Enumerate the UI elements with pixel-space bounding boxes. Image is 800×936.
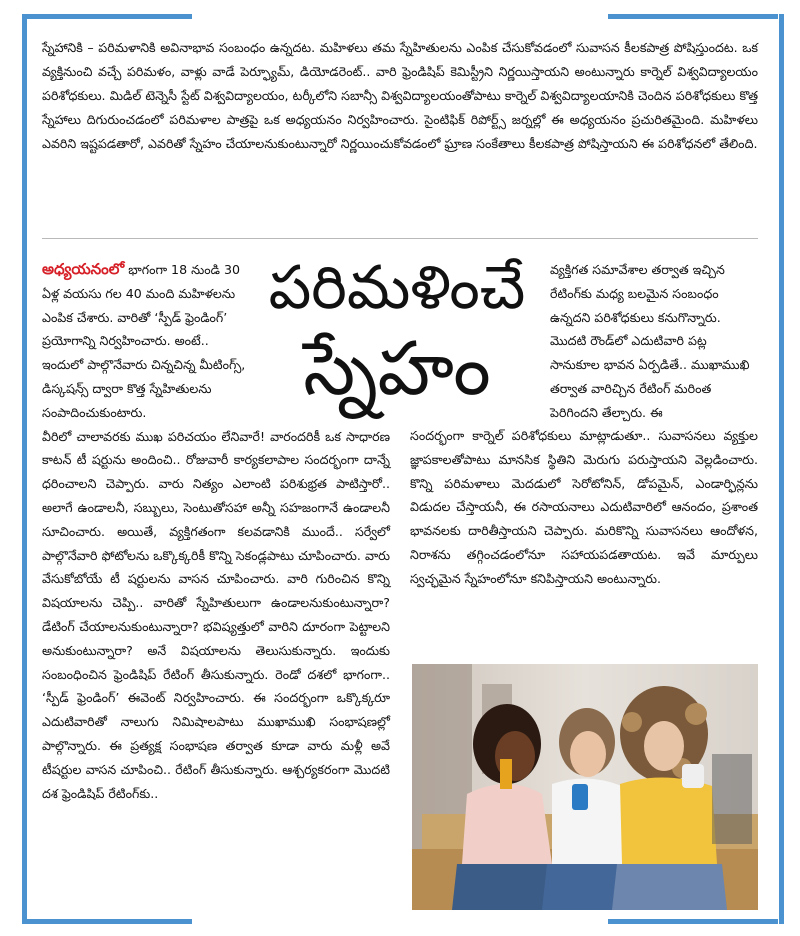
- lead-word: అధ్యయనంలో: [42, 260, 125, 278]
- right-column-body: సందర్భంగా కార్నెల్ పరిశోధకులు మాట్లాడుతూ.. సువాసనలు వ్యక్తుల జ్ఞాపకాలతోపాటు మానసిక స్థితిని మెరుగు పరుస్తాయని వెల్లడించారు. కొన్ని పరిమళాలు మెదడులో సెరోటోనిన్, డోపమైన్, ఎండార్ఫిన్లను విడుదల చేస్తాయనీ, ఈ రసాయనాలు ఎదుటివారిలో ఆనందం, ప్రశాంత భావనలకు దారితీస్తాయని చెప్పారు. మరికొన్ని సువాసనలు ఆందోళన, నిరాశను తగ్గించడంలోనూ సహాయపడతాయట. ఇవే మార్పులు స్వచ్ఛమైన స్నేహంలోనూ కనిపిస్తాయని అంటున్నారు.: [410, 428, 758, 586]
- left-column: [42, 258, 390, 805]
- friends-photo: [412, 664, 758, 910]
- right-column-top: వ్యక్తిగత సమావేశాల తర్వాత ఇచ్చిన రేటింగ్‌కు మధ్య బలమైన సంబంధం ఉన్నదని పరిశోధకులు కనుగొన్నారు. మొదటి రౌండ్‌లో ఎదుటివారి పట్ల సానుకూల భావన ఏర్పడితే.. ముఖాముఖి తర్వాత వారిచ్చిన రేటింగ్ మరింత పెరిగిందని తేల్చారు. ఈ: [550, 262, 750, 420]
- headline-line-2: స్నేహం: [303, 326, 491, 412]
- left-column-lead-text: భాగంగా 18 నుండి 30 ఏళ్ల వయసు గల 40 మంది మహిళలను ఎంపిక చేశారు. వారితో ‘స్పీడ్ ఫ్రెండింగ్’ ప్రయోగాన్ని నిర్వహించారు. అంటే.. ఇందులో పాల్గొనేవారు చిన్నచిన్న మీటింగ్స్, డిస్కషన్స్ ద్వారా కొత్త స్నేహితులను సంపాదించుకుంటారు.: [42, 262, 246, 420]
- left-column-lead-paragraph: [42, 258, 248, 425]
- intro-paragraph: స్నేహానికి – పరిమళానికి అవినాభావ సంబంధం ఉన్నదట. మహిళలు తమ స్నేహితులను ఎంపిక చేసుకోవడంలో సువాసన కీలకపాత్ర పోషిస్తుందట. ఒక వ్యక్తినుంచి వచ్చే పరిమళం, వాళ్లు వాడే పెర్ఫ్యూమ్, డియోడరెంట్.. వారి ఫ్రెండిషిప్ కెమిస్ట్రీని నిర్ణయిస్తాయని అంటున్నారు కార్నెల్ విశ్వవిద్యాలయం పరిశోధకులు. మిడిల్ టెన్నెసీ స్టేట్ విశ్వవిద్యాలయం, టర్కీలోని సబాన్సీ విశ్వవిద్యాలయంతోపాటు కార్నెల్ విశ్వవిద్యాలయానికి చెందిన పరిశోధకులు కొత్త స్నేహాలు దిగురుంచడంలో పరిమళాల పాత్రపై ఒక అధ్యయనం నిర్వహించారు. సైంటిఫిక్ రిపోర్ట్స్ జర్నల్లో ఈ అధ్యయనం ప్రచురితమైంది. మహిళలు ఎవరిని ఇష్టపడతారో, ఎవరితో స్నేహం చేయాలనుకుంటున్నారో నిర్ణయించుకోవడంలో ఘ్రాణ సంకేతాలు కీలకపాత్ర పోషిస్తాయని ఈ పరిశోధనలో తేలింది.: [42, 40, 758, 151]
- headline-line-1: పరిమళించే: [268, 253, 526, 323]
- intro-divider: [42, 238, 758, 239]
- left-column-body: వీరిలో చాలావరకు ముఖ పరిచయం లేనివారే! వారందరికీ ఒక సాధారణ కాటన్ టీ షర్టును అందించి.. రోజువారీ కార్యకలాపాల సందర్భంగా దాన్నే ధరించాలని చెప్పారు. వారు నిత్యం ఎలాంటి పరిశుభ్రత పాటిస్తారో.. అలాగే ఉండాలనీ, సబ్బులు, సెంటుతోసహా అన్నీ సహజంగానే ఉండాలనీ సూచించారు. అయితే, వ్యక్తిగతంగా కలవడానికి ముందే.. సర్వేలో పాల్గొనేవారి ఫోటోలను ఒక్కొక్కరికీ కొన్ని సెకండ్లపాటు చూపించారు. వారు వేసుకోబోయే టీ షర్టులను వాసన చూపించారు. వారి గురించిన కొన్ని విషయాలను చెప్పి.. వారితో స్నేహితులుగా ఉండాలనుకుంటున్నారా? డేటింగ్ చేయాలనుకుంటున్నారా? భవిష్యత్తులో వారిని దూరంగా పెట్టాలని అనుకుంటున్నారా? అనే విషయాలను తెలుసుకున్నారు. ఇందుకు సంబంధించిన ఫ్రెండిషిప్ రేటింగ్ తీసుకున్నారు. రెండో దశలో భాగంగా.. ‘స్పీడ్ ఫ్రెండింగ్’ ఈవెంట్ నిర్వహించారు. ఈ సందర్భంగా ఒక్కొక్కరూ ఎదుటివారితో నాలుగు నిమిషాలపాటు ముఖాముఖి సంభాషణల్లో పాల్గొన్నారు. ఈ ప్రత్యక్ష సంభాషణ తర్వాత కూడా వారు మళ్లీ అవే టీషర్టుల వాసన చూపించి.. రేటింగ్ తీసుకున్నారు. ఆశ్చర్యకరంగా మొదటి దశ ఫ్రెండిషిప్ రేటింగ్‌కు..: [42, 428, 390, 801]
